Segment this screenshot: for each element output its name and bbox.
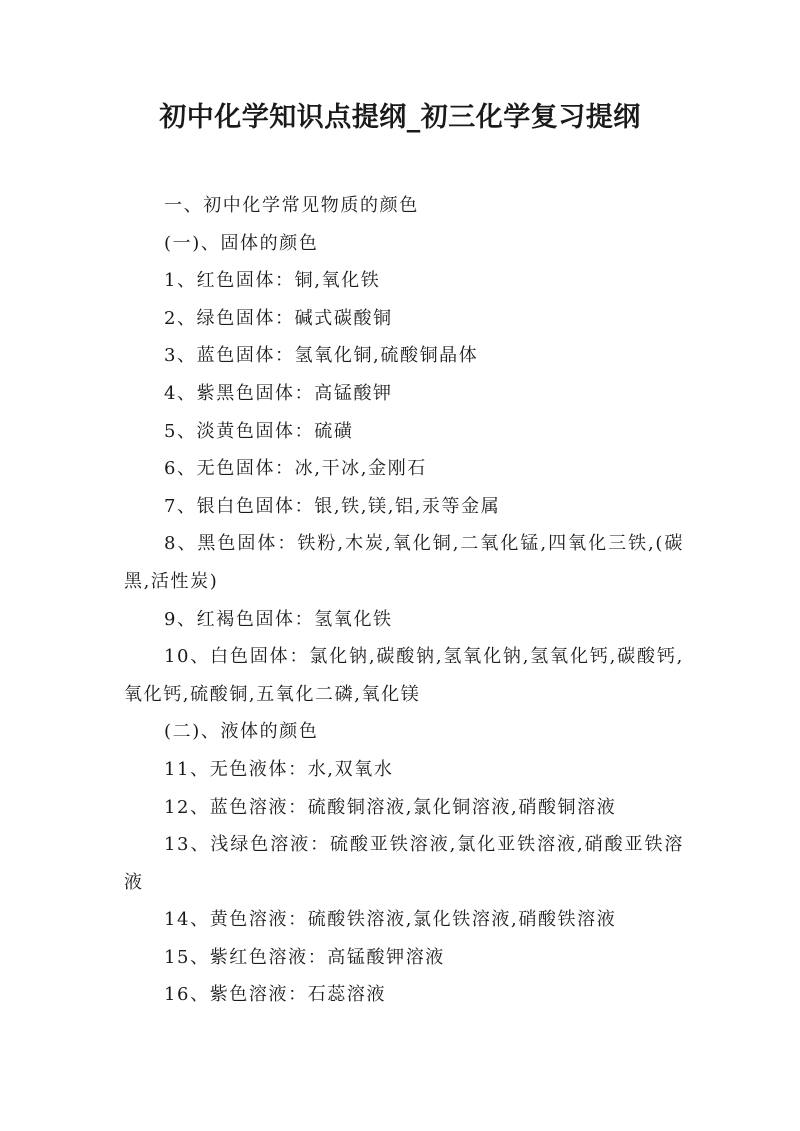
list-item: 16、紫色溶液：石蕊溶液 bbox=[164, 984, 387, 1006]
subsection-heading: (一)、固体的颜色 bbox=[164, 232, 319, 254]
list-item: 14、黄色溶液：硫酸铁溶液,氯化铁溶液,硝酸铁溶液 bbox=[164, 909, 617, 931]
list-item: 15、紫红色溶液：高锰酸钾溶液 bbox=[164, 946, 445, 968]
document-body bbox=[124, 187, 684, 1014]
list-item: 6、无色固体：冰,干冰,金刚石 bbox=[164, 458, 427, 480]
list-item: 3、蓝色固体：氢氧化铜,硫酸铜晶体 bbox=[164, 345, 479, 367]
list-item: 1、红色固体：铜,氧化铁 bbox=[164, 270, 381, 292]
list-item: 10、白色固体：氯化钠,碳酸钠,氢氧化钠,氢氧化钙,碳酸钙,氧化钙,硫酸铜,五氧化二磷,氧化镁 bbox=[124, 646, 684, 705]
section-heading: 一、初中化学常见物质的颜色 bbox=[164, 195, 419, 216]
list-item: 13、浅绿色溶液：硫酸亚铁溶液,氯化亚铁溶液,硝酸亚铁溶液 bbox=[124, 834, 684, 893]
subsection-heading: (二)、液体的颜色 bbox=[164, 721, 319, 743]
list-item: 5、淡黄色固体：硫磺 bbox=[164, 420, 354, 442]
list-item: 9、红褐色固体：氢氧化铁 bbox=[164, 608, 393, 630]
list-item: 2、绿色固体：碱式碳酸铜 bbox=[164, 307, 393, 329]
list-item: 8、黑色固体：铁粉,木炭,氧化铜,二氧化锰,四氧化三铁,(碳黑,活性炭) bbox=[124, 533, 684, 592]
list-item: 12、蓝色溶液：硫酸铜溶液,氯化铜溶液,硝酸铜溶液 bbox=[164, 796, 617, 818]
list-item: 11、无色液体：水,双氧水 bbox=[164, 758, 394, 780]
document-title: 初中化学知识点提纲_初三化学复习提纲 bbox=[159, 102, 641, 133]
list-item: 4、紫黑色固体：高锰酸钾 bbox=[164, 382, 393, 404]
list-item: 7、银白色固体：银,铁,镁,铝,汞等金属 bbox=[164, 495, 501, 517]
